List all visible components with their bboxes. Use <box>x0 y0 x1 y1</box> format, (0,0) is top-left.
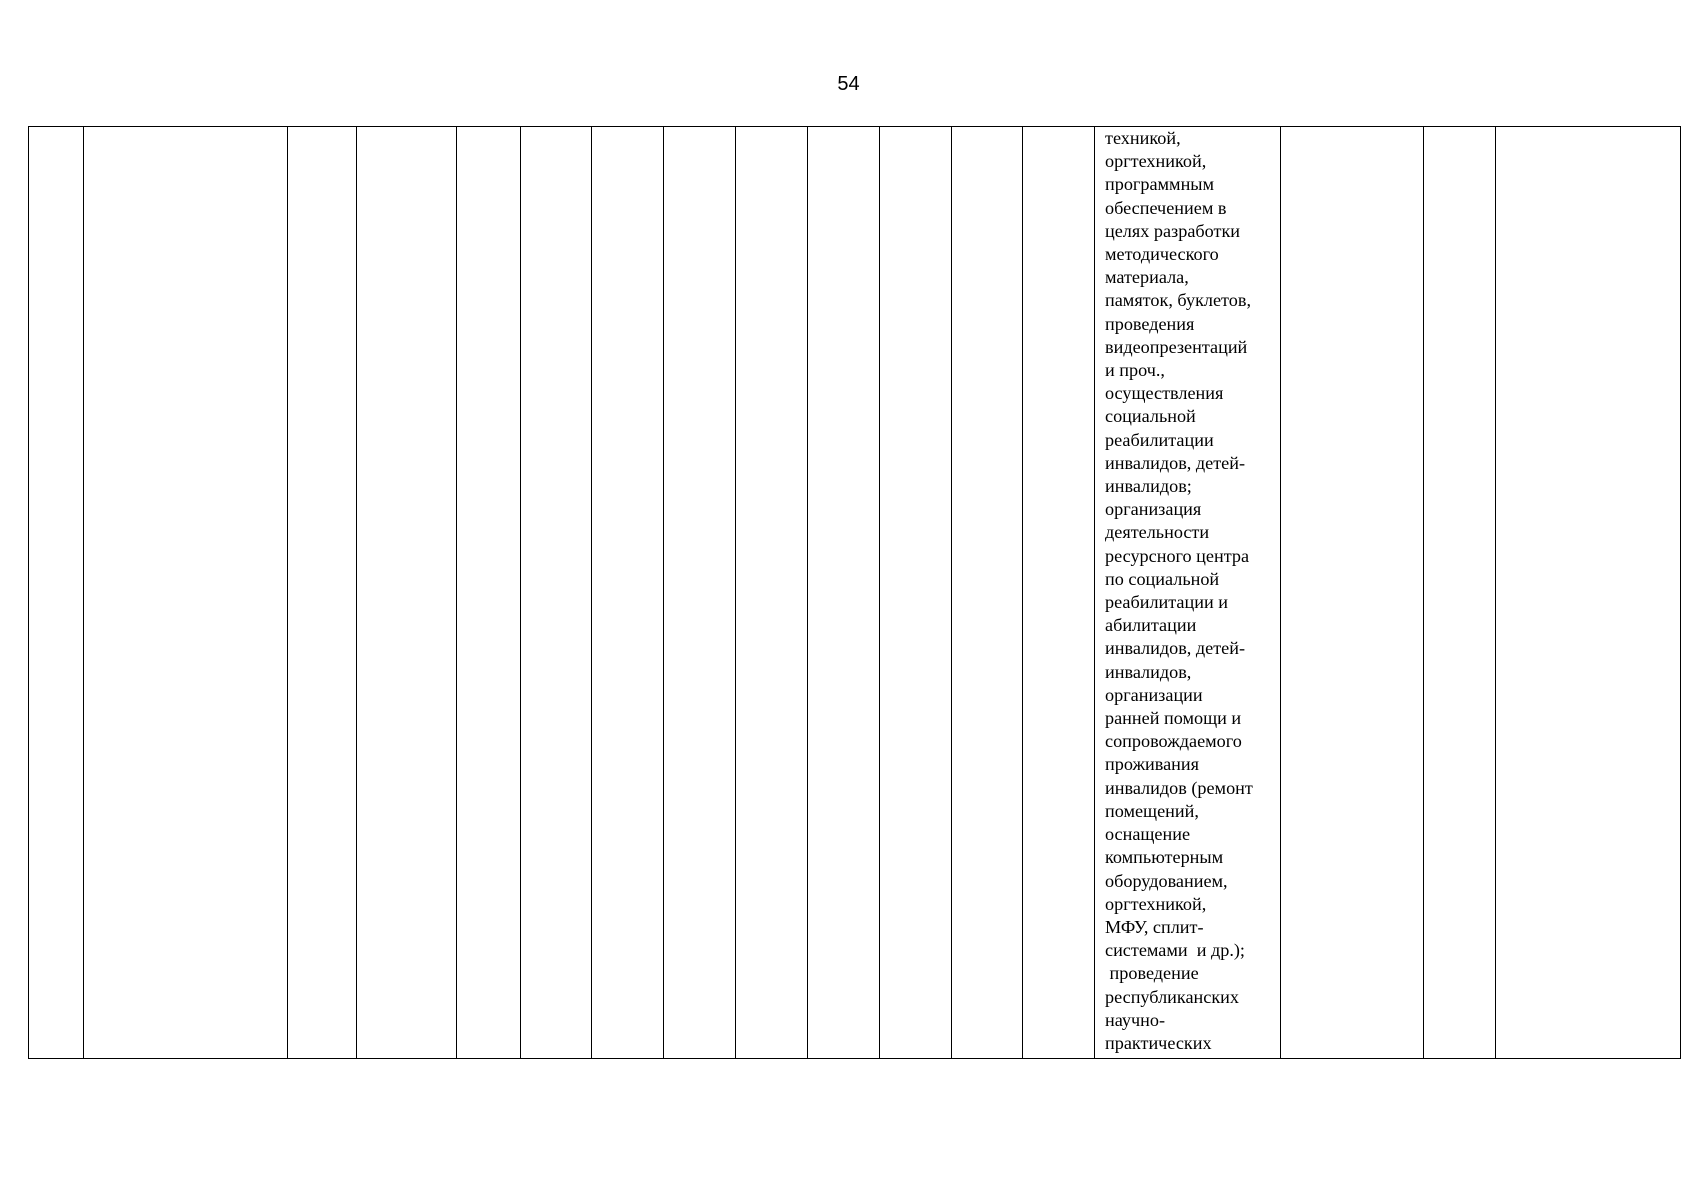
table-cell-5 <box>457 127 521 1059</box>
table-row <box>29 127 1681 1059</box>
table-cell-12 <box>952 127 1023 1059</box>
table-cell-6 <box>521 127 592 1059</box>
table-cell-3 <box>288 127 357 1059</box>
table-cell-9 <box>736 127 808 1059</box>
table-cell-4 <box>357 127 457 1059</box>
table-cell-10 <box>808 127 880 1059</box>
table-cell-15 <box>1281 127 1424 1059</box>
table-cell-7 <box>592 127 664 1059</box>
page-number: 54 <box>837 73 860 95</box>
table-cell-11 <box>880 127 952 1059</box>
table-cell-2 <box>84 127 288 1059</box>
table-cell-17 <box>1496 127 1681 1059</box>
table-cell-16 <box>1424 127 1496 1059</box>
table-cell-8 <box>664 127 736 1059</box>
table-cell-13 <box>1023 127 1095 1059</box>
document-table <box>28 126 1681 1059</box>
table-cell-1 <box>29 127 84 1059</box>
table-cell-activity-description: техникой, оргтехникой, программным обеспечением в целях разработки методического материала, памяток, буклетов, проведения видеопрезентаций и проч., осуществления социальной реабилитации инвалидов, детей- инвалидов; организация деятельности ресурсного центра по социальной реабилитации и абилитации инвалидов, детей- инвалидов, организации ранней помощи и сопровождаемого проживания инвалидов (ремонт помещений, оснащение компьютерным оборудованием, оргтехникой, МФУ, сплит- системами и др.); проведение республиканских научно- практических <box>1095 127 1281 1059</box>
